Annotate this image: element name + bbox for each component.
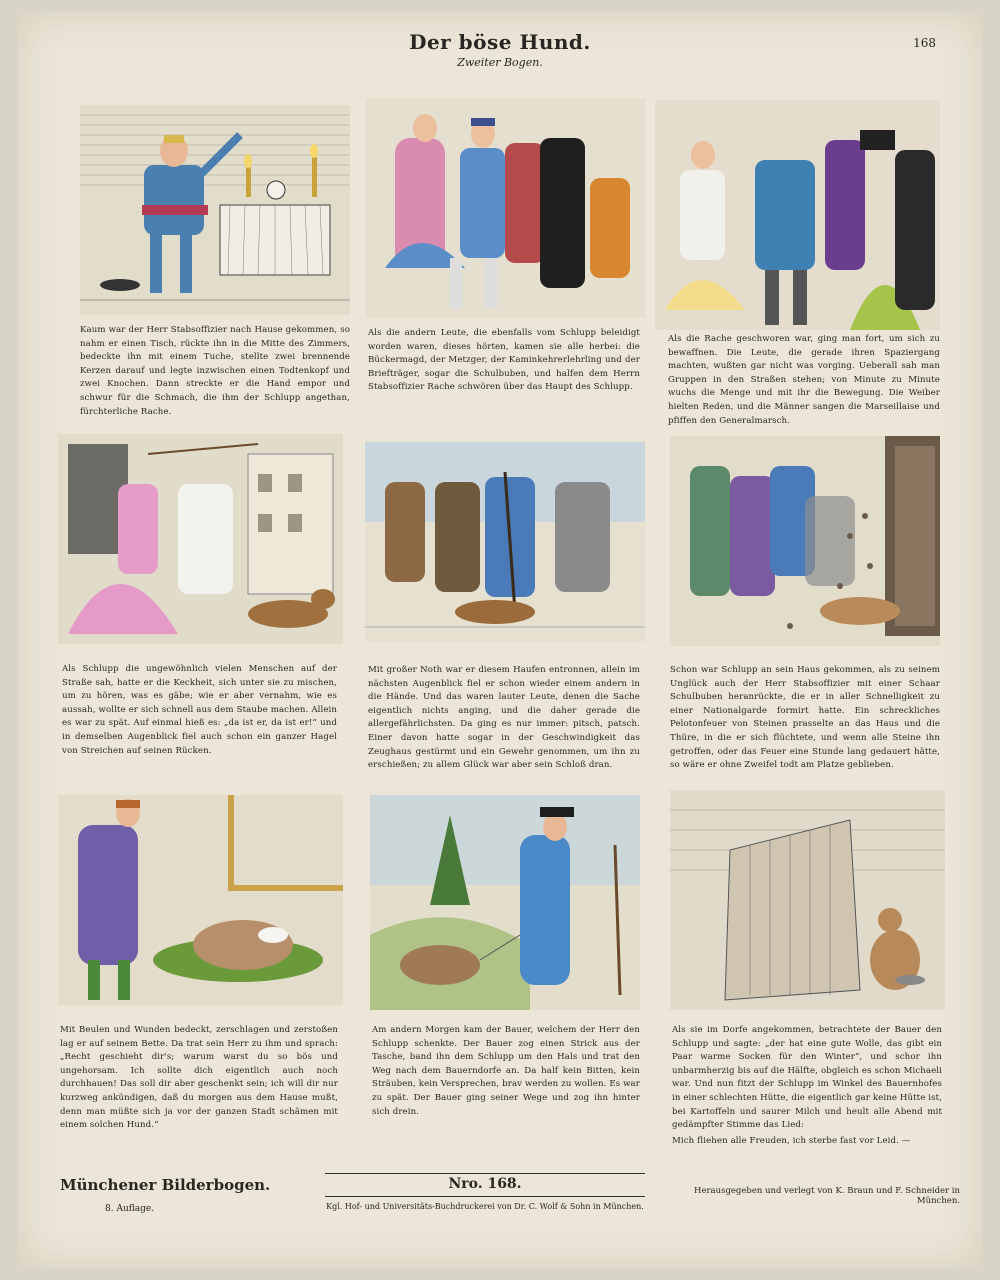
caption-panel-6: Schon war Schlupp an sein Haus gekommen, als zu seinem Unglück auch der Herr Stabsoffizier mit einer Schaar Schulbuben heranrückte, die er in aller Schnelligkeit zu einer Nationalgarde formirt hatte. Ein schreckliches Pelotonfeuer von Steinen prasselte an das Haus und die Thüre, in die er sich flüchtete, und wenn alle Steine ihn getroffen, oder das Feuer eine Stunde lang gedauert hätte, so wäre er ohne Zweifel todt am Platze geblieben. — [670, 665, 940, 771]
illustration-armed-men — [365, 442, 645, 642]
printer-note: Kgl. Hof- und Universitäts-Buchdruckerei von Dr. C. Wolf & Sohn in München. — [326, 1202, 644, 1211]
illustration-panel-6 — [670, 436, 940, 646]
caption-panel-7: Mit Beulen und Wunden bedeckt, zerschlagen und zerstoßen lag er auf seinem Bette. Da trat sein Herr zu ihm und sprach: „Recht geschieht dir's; warum warst du so bös und ungehorsam. Ich sollte dich eigentlich auch noch durchhauen! Das soll dir aber geschenkt sein; ich will dir nur kurzweg ankündigen, daß du morgen aus dem Hause mußt, denn man müßte sich ja vor der ganzen Stadt schämen mit einem solchen Hund.“ — [60, 1025, 338, 1131]
illustration-beating-dog — [58, 434, 343, 644]
page-title: Der böse Hund. — [409, 30, 591, 54]
illustration-stone-throwing — [670, 436, 940, 646]
footer-rule-top — [325, 1173, 645, 1174]
illustration-street-crowd — [655, 100, 940, 330]
publisher-note: Herausgegeben und verlegt von K. Braun und F. Schneider in München. — [694, 1186, 960, 1206]
illustration-panel-9 — [670, 790, 945, 1010]
caption-panel-8: Am andern Morgen kam der Bauer, welchem der Herr den Schlupp schenkte. Der Bauer zog einen Strick aus der Tasche, band ihn dem Schlupp um den Hals und trat den Weg nach dem Bauerndorfe an. Da half kein Bitten, kein Sträuben, kein Versprechen, brav werden zu wollen. Es war zu spät. Der Bauer ging seiner Wege und zog ihn hinter sich drein. — [372, 1025, 640, 1117]
edition-note: 8. Auflage. — [105, 1204, 155, 1214]
illustration-panel-8 — [370, 795, 640, 1010]
page-number: 168 — [913, 36, 936, 50]
caption-panel-2: Als die andern Leute, die ebenfalls vom Schlupp beleidigt worden waren, dieses hörten, kamen sie alle herbei: die Bückermagd, der Metzger, der Kaminkehrerlehrling und der Briefträger, sogar die Schulbuben, und halfen dem Herrn Stabsoffizier Rache schwören über das Haupt des Schlupp. — [368, 328, 640, 393]
illustration-panel-7 — [58, 795, 343, 1005]
caption-panel-3: Als die Rache geschworen war, ging man fort, um sich zu bewaffnen. Die Leute, die gerade ihren Spaziergang machten, wußten gar nicht was vorging. Ueberall sah man Gruppen in den Straßen stehen; von Minute zu Minute wuchs die Menge und mit ihr die Bewegung. Die Weiber hielten Reden, und die Männer sangen die Marseillaise und pfiffen den Generalmarsch. — [668, 334, 940, 426]
illustration-dog-at-shed — [670, 790, 945, 1010]
caption-panel-9-text: Als sie im Dorfe angekommen, betrachtete der Bauer den Schlupp und sagte: „der hat eine gute Wolle, das gibt ein Paar warme Socken für den Winter“, und schor ihn unbarmherzig bis auf die Hälfte, obgleich es schon Michaeli war. Und nun fitzt der Schlupp im Winkel des Bauernhofes in einer schlechten Hütte, die eigentlich gar keine Hütte ist, bei Kartoffeln und saurer Milch und heult alle Abend mit gedämpfter Stimme das Lied: — [672, 1025, 942, 1131]
sheet-number: Nro. 168. — [448, 1176, 522, 1192]
illustration-farmer-and-dog — [370, 795, 640, 1010]
illustration-officer-candles — [80, 105, 350, 315]
caption-panel-1: Kaum war der Herr Stabsoffizier nach Hause gekommen, so nahm er einen Tisch, rückte ihn in die Mitte des Zimmers, bedeckte ihn mit einem Tuche, stellte zwei brennende Kerzen darauf und legte inzwischen einen Todtenkopf und zwei Knochen. Dann streckte er die Hand empor und schwur für die Schmach, die ihm der Schlupp angethan, fürchterliche Rache. — [80, 325, 350, 417]
page-subtitle: Zweiter Bogen. — [457, 56, 543, 69]
caption-panel-9-verse: Mich fliehen alle Freuden, ich sterbe fast vor Leid. — — [672, 1135, 911, 1146]
illustration-panel-2 — [365, 98, 645, 318]
caption-panel-4: Als Schlupp die ungewöhnlich vielen Menschen auf der Straße sah, hatte er die Keckheit, sich unter sie zu mischen, um zu hören, was es gäbe; wie er aber vernahm, wie es aussah, wollte er sich schnell aus dem Staube machen. Allein es war zu spät. Auf einmal hieß es: „da ist er, da ist er!“ und in demselben Augenblick fiel auch schon ein ganzer Hagel von Streichen auf seinen Rücken. — [62, 664, 337, 756]
caption-panel-5: Mit großer Noth war er diesem Haufen entronnen, allein im nächsten Augenblick fiel er schon wieder einem andern in die Hände. Und das waren lauter Leute, denen die Sache eigentlich nichts anging, und die daher gerade die allergefährlichsten. Da ging es nur immer: pitsch, patsch. Einer davon hatte sogar in der Geschwindigkeit das Zeughaus gestürmt und ein Gewehr genommen, um ihn zu erschießen; zu allem Glück war aber sein Schloß dran. — [368, 665, 640, 771]
footer-rule-bottom — [325, 1196, 645, 1197]
illustration-panel-1 — [80, 105, 350, 315]
illustration-bandaged-dog — [58, 795, 343, 1005]
series-title: Münchener Bilderbogen. — [60, 1176, 271, 1194]
illustration-panel-3 — [655, 100, 940, 330]
illustration-panel-5 — [365, 442, 645, 642]
illustration-panel-4 — [58, 434, 343, 644]
caption-panel-9 — [672, 1024, 942, 1148]
illustration-townspeople — [365, 98, 645, 318]
